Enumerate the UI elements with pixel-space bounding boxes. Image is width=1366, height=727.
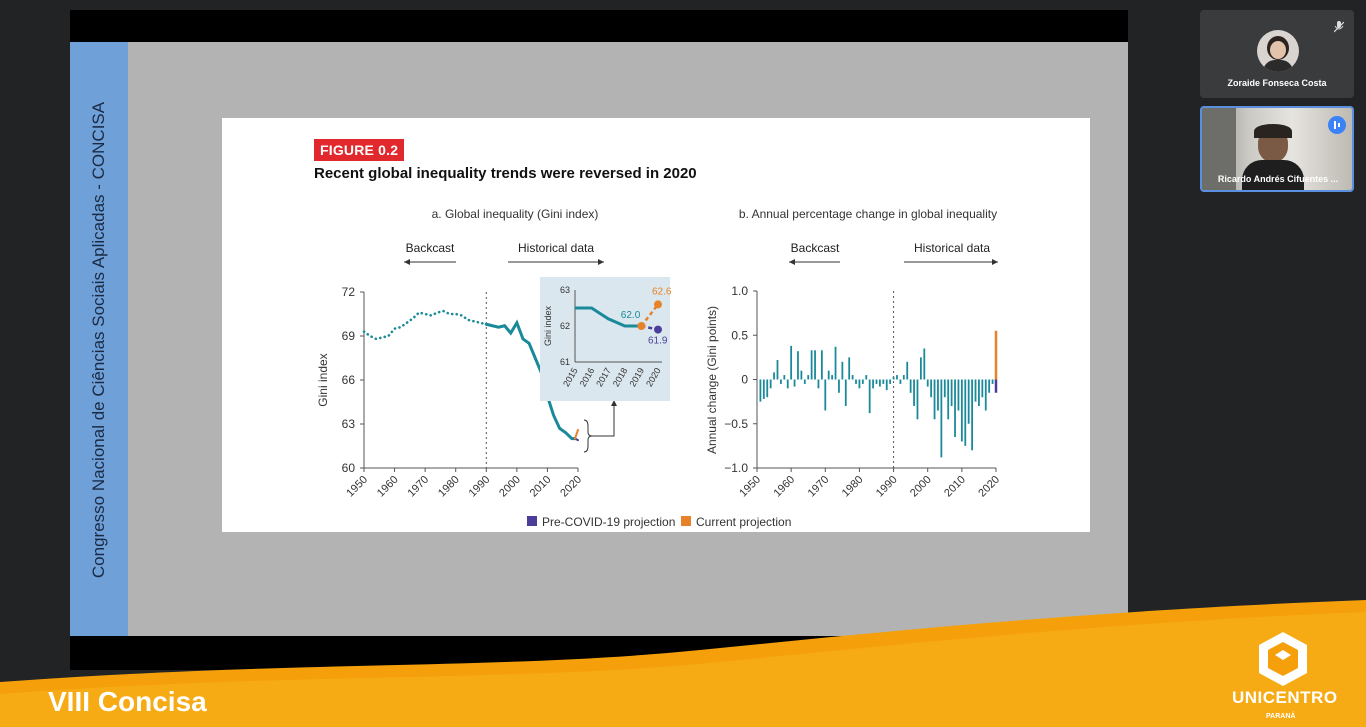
x-tick-label: 1970 (405, 473, 432, 500)
legend-label-pre-covid: Pre-COVID-19 projection (542, 515, 676, 529)
y-tick-label: −1.0 (724, 461, 748, 475)
inset-y-tick-label: 62 (559, 321, 570, 331)
participant-tile-1[interactable] (1200, 10, 1354, 98)
y-tick-label: 1.0 (731, 284, 748, 298)
y-tick-label: 63 (341, 417, 355, 431)
x-tick-label: 1970 (805, 473, 832, 500)
inset-point-current (654, 300, 662, 308)
inset-point-pre-covid (654, 326, 662, 334)
participant-name: Zoraide Fonseca Costa (1227, 78, 1327, 88)
inset-x-tick-label: 2019 (627, 366, 647, 389)
historical-label: Historical data (517, 241, 595, 255)
y-tick-label: −0.5 (724, 416, 748, 431)
x-tick-label: 1950 (344, 473, 371, 500)
inset-x-tick-label: 2018 (610, 366, 630, 389)
x-tick-label: 2000 (497, 473, 523, 500)
inset-y-tick-label: 61 (559, 357, 570, 367)
muted-mic-icon (1334, 20, 1344, 32)
unicentro-logo-icon (1256, 630, 1310, 688)
zoom-brace (584, 420, 592, 452)
inset-label-2019: 62.0 (620, 310, 641, 321)
inset-x-tick-label: 2020 (644, 366, 663, 389)
x-tick-label: 2010 (527, 473, 554, 500)
y-tick-label: 0 (741, 372, 748, 387)
backcast-label: Backcast (405, 241, 455, 255)
figure-title: Recent global inequality trends were reversed in 2020 (314, 165, 697, 182)
inset-x-tick-label: 2017 (594, 366, 613, 389)
subtitle-b: b. Annual percentage change in global inequality (738, 207, 998, 221)
inset-x-tick-label: 2015 (561, 366, 580, 389)
legend-swatch-current (681, 516, 691, 526)
participant-tile-2[interactable] (1200, 106, 1354, 192)
chart-annual-change (705, 207, 1002, 499)
y-tick-label: 66 (341, 373, 355, 387)
logo-wordmark: UNICENTRO (1232, 688, 1338, 707)
backcast-arrow-head (404, 259, 410, 265)
series-line-backcast (364, 311, 486, 339)
y-tick-label: 72 (341, 285, 355, 299)
zoom-connector (592, 404, 614, 436)
inset-x-tick-label: 2016 (577, 366, 597, 389)
inset-y-axis-label: Gini index (543, 305, 553, 347)
chart-inset (540, 277, 672, 401)
x-tick-label: 1980 (839, 473, 866, 500)
legend-label-current: Current projection (696, 515, 792, 529)
logo-subtitle: PARANÁ (1266, 713, 1296, 720)
legend-swatch-pre-covid (527, 516, 537, 526)
x-tick-label: 2020 (976, 473, 1003, 500)
x-tick-label: 2020 (558, 473, 585, 500)
backcast-arrow-head (789, 259, 795, 265)
historical-arrow-head (992, 259, 998, 265)
y-tick-label: 69 (341, 329, 355, 343)
participant-name: Ricardo Andrés Cifuentes ... (1217, 174, 1339, 184)
y-tick-label: 60 (341, 461, 355, 475)
historical-label: Historical data (913, 241, 991, 255)
inset-label-pre-covid: 61.9 (648, 335, 668, 347)
speaking-indicator-icon (1328, 116, 1346, 134)
inset-point-2019 (637, 322, 645, 330)
x-tick-label: 1980 (436, 473, 462, 500)
inset-y-tick-label: 63 (559, 285, 570, 295)
x-tick-label: 2000 (908, 473, 934, 500)
series-line-current-projection (575, 430, 578, 439)
avatar (1257, 30, 1299, 72)
x-tick-label: 1990 (466, 473, 493, 500)
chart-legend (527, 515, 791, 529)
historical-arrow-head (598, 259, 604, 265)
inset-label-current: 62.6 (652, 286, 672, 298)
x-tick-label: 2010 (942, 473, 968, 500)
subtitle-a: a. Global inequality (Gini index) (431, 207, 599, 221)
y-tick-label: 0.5 (731, 328, 748, 343)
conference-vertical-title: Congresso Nacional de Ciências Sociais Aplicadas - CONCISA (89, 101, 108, 579)
y-axis-label: Gini index (316, 353, 330, 407)
figure-badge: FIGURE 0.2 (314, 139, 404, 161)
x-tick-label: 1960 (771, 473, 798, 500)
event-name: VIII Concisa (48, 686, 207, 717)
y-axis-label: Annual change (Gini points) (705, 305, 719, 455)
x-tick-label: 1960 (374, 473, 401, 500)
backcast-label: Backcast (790, 241, 840, 255)
x-tick-label: 1950 (737, 473, 764, 500)
x-tick-label: 1990 (873, 473, 900, 500)
